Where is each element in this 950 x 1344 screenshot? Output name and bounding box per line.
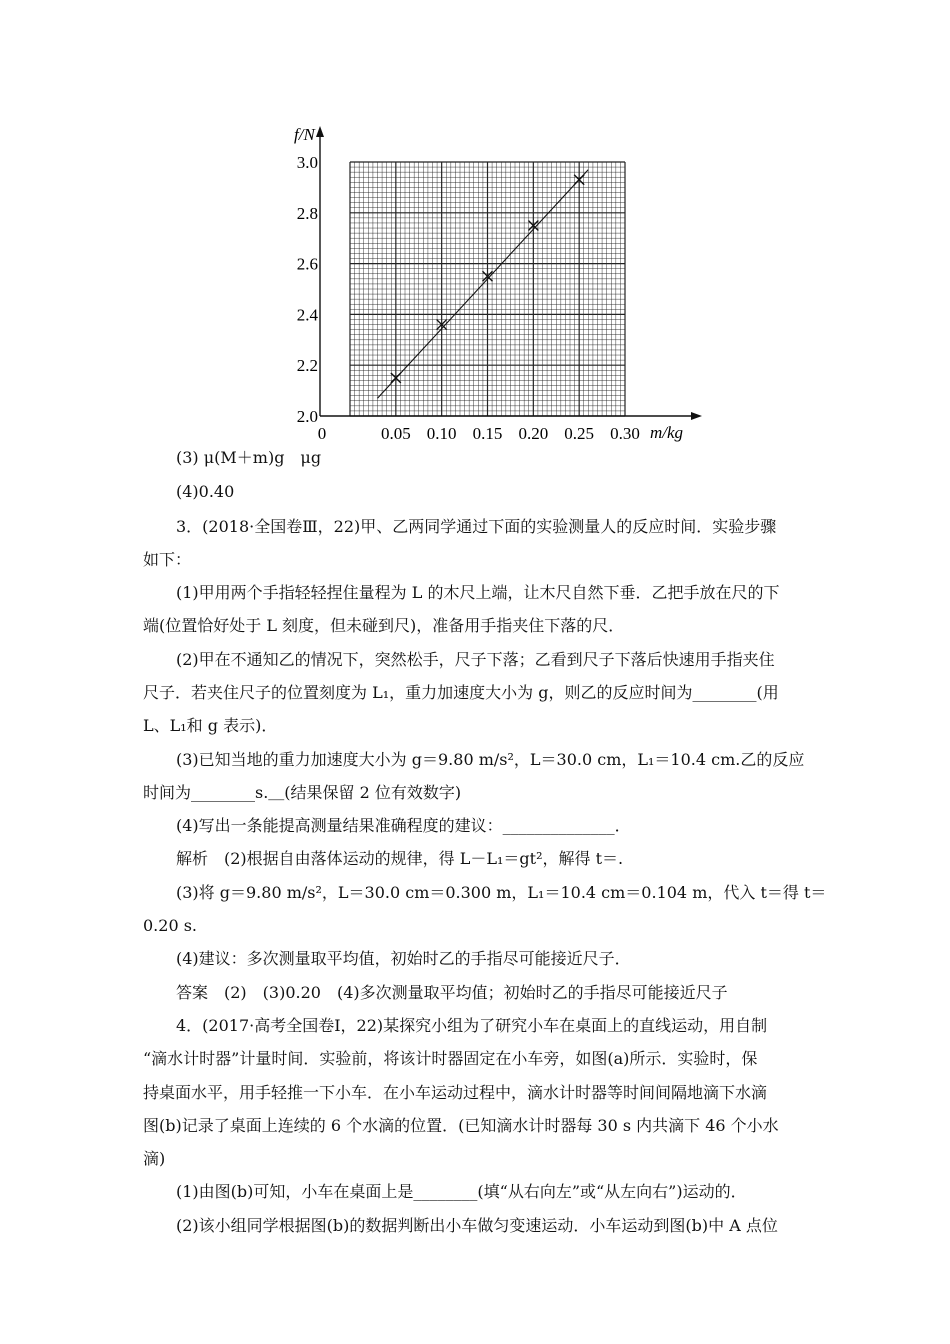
y-tick-label: 2.8 (296, 203, 318, 223)
y-tick-label: 3.0 (296, 153, 318, 172)
text-line: 答案 (2) (3)0.20 (4)多次测量取平均值；初始时乙的手指尽可能接近尺子 (176, 983, 728, 1002)
text-line: 持桌面水平，用手轻推一下小车．在小车运动过程中，滴水计时器等时间间隔地滴下水滴 (143, 1083, 768, 1102)
x-tick-label: 0 (317, 424, 327, 443)
chart-axes (294, 125, 702, 442)
text-line: (2)该小组同学根据图(b)的数据判断出小车做匀变速运动．小车运动到图(b)中 A 点位 (176, 1216, 778, 1235)
y-axis-label: f/N (294, 125, 315, 144)
text-line: “滴水计时器”计量时间．实验前，将该计时器固定在小车旁，如图(a)所示．实验时，保 (143, 1049, 758, 1068)
x-axis-arrow (691, 412, 702, 420)
y-tick-label: 2.6 (296, 254, 318, 274)
x-tick-label: 0.20 (518, 424, 549, 443)
x-tick-label: 0.05 (380, 424, 411, 443)
y-tick-label: 2.0 (296, 407, 318, 426)
x-axis-label: m/kg (650, 423, 684, 442)
x-tick-label: 0.30 (610, 424, 640, 443)
text-line: (1)甲用两个手指轻轻捏住量程为 L 的木尺上端，让木尺自然下垂．乙把手放在尺的下 (176, 583, 780, 602)
y-axis-arrow (316, 126, 324, 137)
text-line: (4)写出一条能提高测量结果准确程度的建议：______________． (176, 816, 631, 835)
text-line: (3)将 g＝9.80 m/s²，L＝30.0 cm＝0.300 m，L₁＝10.4 cm＝0.104 m，代入 t＝得 t＝ (176, 883, 827, 902)
text-line: (4)建议：多次测量取平均值，初始时乙的手指尽可能接近尺子． (176, 949, 631, 968)
text-line: 端(位置恰好处于 L 刻度，但未碰到尺)，准备用手指夹住下落的尺． (143, 616, 625, 635)
text-line: 滴) (143, 1149, 166, 1168)
text-line: (2)甲在不通知乙的情况下，突然松手，尺子下落；乙看到尺子下落后快速用手指夹住 (176, 650, 775, 669)
friction-mass-chart (270, 120, 710, 450)
chart-grid (350, 162, 625, 416)
text-line: L、L₁和 g 表示)． (143, 716, 278, 735)
x-tick-label: 0.25 (564, 424, 595, 443)
text-line: (3)已知当地的重力加速度大小为 g＝9.80 m/s²，L＝30.0 cm，L₁＝10.4 cm.乙的反应 (176, 750, 805, 769)
text-line: 时间为________s.＿(结果保留 2 位有效数字) (143, 783, 462, 802)
x-tick-label: 0.10 (426, 424, 457, 443)
y-tick-label: 2.2 (296, 356, 318, 376)
text-line: 4．(2017·高考全国卷Ⅰ，22)某探究小组为了研究小车在桌面上的直线运动，用自制 (176, 1016, 768, 1035)
y-tick-label: 2.4 (296, 305, 318, 325)
text-line: (4)0.40 (176, 482, 235, 501)
x-tick-label: 0.15 (472, 424, 503, 443)
text-line: 尺子．若夹住尺子的位置刻度为 L₁，重力加速度大小为 g，则乙的反应时间为________(用 (143, 683, 779, 702)
text-line: 如下： (143, 550, 192, 569)
text-line: (3) μ(M＋m)g μg (176, 448, 322, 467)
text-line: 3．(2018·全国卷Ⅲ，22)甲、乙两同学通过下面的实验测量人的反应时间．实验步骤 (176, 517, 777, 536)
text-line: (1)由图(b)可知，小车在桌面上是________(填“从右向左”或“从左向右”)运动的． (176, 1182, 747, 1201)
text-line: 解析 (2)根据自由落体运动的规律，得 L－L₁＝gt²，解得 t＝. (176, 849, 624, 868)
text-line: 图(b)记录了桌面上连续的 6 个水滴的位置．(已知滴水计时器每 30 s 内共滴下 46 个小水 (143, 1116, 779, 1135)
text-line: 0.20 s. (143, 916, 198, 935)
